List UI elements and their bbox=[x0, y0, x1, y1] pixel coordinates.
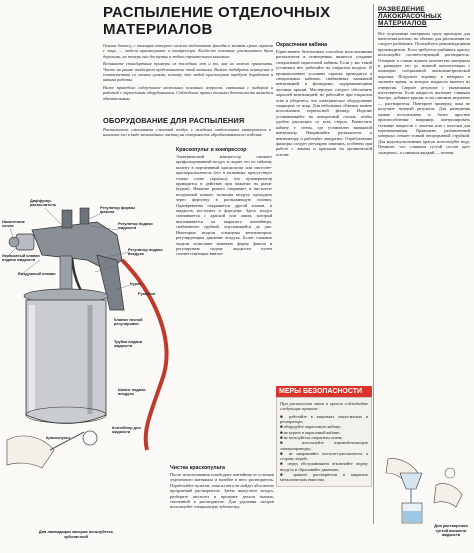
safety-item: ■ не курите в окрасочной кабине; bbox=[280, 429, 341, 435]
label-air-valve: Воздушный клапан bbox=[18, 271, 56, 276]
safety-lead: При распылении лаков и красок соблюдайте следующие правила: bbox=[280, 401, 368, 412]
label-trigger: Курок bbox=[130, 281, 142, 286]
safety-item: ■ не пользуйтесь открытым огнем; bbox=[280, 435, 343, 440]
thinning-section bbox=[378, 6, 470, 155]
safety-box bbox=[276, 386, 372, 487]
label-diffuser: Диффузор-распылитель bbox=[30, 198, 57, 208]
page-title: РАСПЫЛЕНИЕ ОТДЕЛОЧНЫХ МАТЕРИАЛОВ bbox=[103, 4, 331, 38]
caption-viscosity: Для растворения густой вязкости жидкости bbox=[434, 523, 468, 538]
label-container: Контейнер для жидкости bbox=[112, 425, 141, 435]
safety-item: ■ не направляйте пистолет-распылитель в сторону людей; bbox=[280, 450, 368, 462]
safety-item: ■ работайте в защитных очках-масках и респираторе; bbox=[280, 413, 368, 425]
label-handle: Рукоятка bbox=[138, 291, 156, 296]
label-hose: Шланг подачи воздуха bbox=[118, 387, 146, 397]
cabin-text: Единственно безопасным способом использования распылителя в помещениях является создание специальной окрасочной кабины. Если у вас такой установки нет, работайте на открытом воздухе. В промышленных условиях окраска проводится в специальных кабинах, снабженных вытяжной вентиляцией и фильтрами, задерживающими частицы краски. Мастерскую следует обеспечить хорошей вентиляцией; не работайте при открытом огне и убедитесь, что электрическое оборудование защищено от искр. Для небольших объемов можно использовать переносной фильтр. Изделие устанавливайте на поворотный столик, чтобы удобно распылять со всех сторон. Разместите кабину у стены, где установлен вытяжной вентилятор. Направляйте распылитель к вентилятору и работайте аккуратно. Отработавшие фильтры следует регулярно заменять, особенно при работе с лаками и красками на органической основе. bbox=[276, 49, 372, 157]
thinning-text: Все отделочные материалы сразу пригодны для нанесения кистью, но обычно для распыления их следует разбавлять. Пользуйтесь рекомендациями производителя. Если требуется разбавить краску, используйте соответствующий растворитель. Отмерьте в стакан нужное количество материала и разведите его до нужной консистенции с помощью специальной вискозиметрической воронки. Погрузите воронку в материал и засеките время, за которое жидкость вытечет из отверстия. Сверьте результат с указаниями изготовителя. Если жидкость вытекает слишком быстро, добавьте краски; если слишком медленно — растворителя. Повторите проверку, пока не получите нужный результат. Для разведения можно использовать и более простые приспособления: например, контролировать стекание жидкости с лопатки или с палочки для перемешивания. Правильно разбавленный материал стекает тонкой непрерывной струйкой. Для водоэмульсионных красок используйте воду. Помните, что слишком густой состав дает «шагрень», а слишком жидкий — потеки. bbox=[378, 30, 470, 155]
compressor-section bbox=[176, 147, 272, 257]
cleaning-section bbox=[170, 465, 274, 510]
label-gun: Краскопульт bbox=[46, 435, 71, 440]
compressor-text: Электрический компрессор сжимает профильтрованный воздух и подает его по гибкому шлангу в портативный краскопульт или пистолет-краскораспылитель (его в названиях присутствует только слово «краска»), что пульверизатор приводится в действие при нажатии на рычаг (курок). Нажатие рычага открывает в пистолете воздушный клапан, позволяя воздуху проходить через форсунку в распыляющую головку. Одновременно открывается другой клапан, и жидкость поступает к форсунке. Здесь воздух смешивается с краской или лаком, который выталкивается из закрытого контейнера, снабженного трубкой, опускающейся до дна. Некоторые модели оснащены вентилятором, регулирующим давление воздуха. Более сложные модели позволяют изменять форму факела и регулировать подачу жидкости путем соответствующих винтов. bbox=[176, 154, 272, 257]
safety-heading: МЕРЫ БЕЗОПАСНОСТИ bbox=[276, 386, 372, 397]
label-air-regulator: Регулятор подачи воздуха bbox=[128, 247, 163, 257]
spray-lead: Распылитель смешивает сжатый воздух с жидким отделочным материалом и наносит его в виде мельчайших частиц на поверхность обрабатываемого изделия. bbox=[103, 127, 271, 138]
cleaning-text: После использования освободите контейнер от остатков отделочного материала и налейте в него растворитель. Поработайте пультом, пока из него не пойдет абсолютно прозрачный растворитель. Затем выпустите воздух, разберите пистолет и протрите детали тканью, смоченной в растворителе. Для удаления засоров используйте специальную зубочистку. bbox=[170, 472, 274, 510]
safety-item: ■ храните растворители в закрытых металлических емкостях. bbox=[280, 472, 368, 483]
safety-item: ■ оборудуйте окрасочную кабину; bbox=[280, 424, 342, 430]
label-fluid-regulator: Регулятор подачи жидкости bbox=[118, 221, 153, 231]
intro-paragraph: Ниже приведено содержание нескольких основных вопросов, связанных с выбором и работой с окрасочным оборудованием. Соблюдение правил техники безопасности является обязательным. bbox=[103, 84, 273, 101]
intro-paragraph: Основа бизнесу, с помощью которого можно отделывать фасады и менять сроки окраски с лица, — модели краскопульта и компрессора. Когда-то основные распылители были дорогими, но теперь они доступны в любом строительном магазине. bbox=[103, 43, 273, 59]
thinning-heading: РАЗВЕДЕНИЕ ЛАКОКРАСОЧНЫХ МАТЕРИАЛОВ bbox=[378, 6, 442, 28]
safety-item: ■ используйте взрывобезопасную электропроводку; bbox=[280, 440, 368, 451]
label-lid-valve: Клапан точной регулировки bbox=[114, 317, 143, 327]
safety-list bbox=[280, 414, 368, 483]
cabin-section bbox=[276, 42, 372, 157]
compressor-heading: Краскопульт и компрессор bbox=[176, 147, 247, 153]
caption-toothpick: Для ликвидации засоров пользуйтесь зубочисткой bbox=[38, 529, 114, 539]
viscosity-cup-illustration bbox=[378, 455, 470, 527]
intro-text bbox=[103, 43, 273, 103]
section-heading-spray: ОБОРУДОВАНИЕ ДЛЯ РАСПЫЛЕНИЯ bbox=[103, 116, 245, 125]
safety-content bbox=[276, 397, 372, 487]
label-fan-regulator: Регулятор формы факела bbox=[100, 205, 136, 215]
label-nozzle: Наконечник сопла bbox=[2, 219, 25, 229]
safety-item: ■ перед обслуживанием отключайте подачу воздуха и сбрасывайте давление; bbox=[280, 461, 368, 472]
label-fluid-needle: Игольчатый клапан подачи жидкости bbox=[2, 253, 40, 263]
column-divider bbox=[373, 4, 374, 524]
cabin-heading: Окрасочная кабина bbox=[276, 42, 328, 48]
cleaning-heading: Чистка краскопульта bbox=[170, 465, 225, 471]
intro-paragraph: Вспомните стандартные примеры из последних лет и то, как их можно применить. Часто на рынке изобилуют представители этой техники. Важно подобрать оснащение в соответствии со своими целями, потому что любой краскопульт требует доработки и навыка работы. bbox=[103, 61, 273, 83]
label-fluid-tube: Трубка подачи жидкости bbox=[114, 339, 143, 349]
